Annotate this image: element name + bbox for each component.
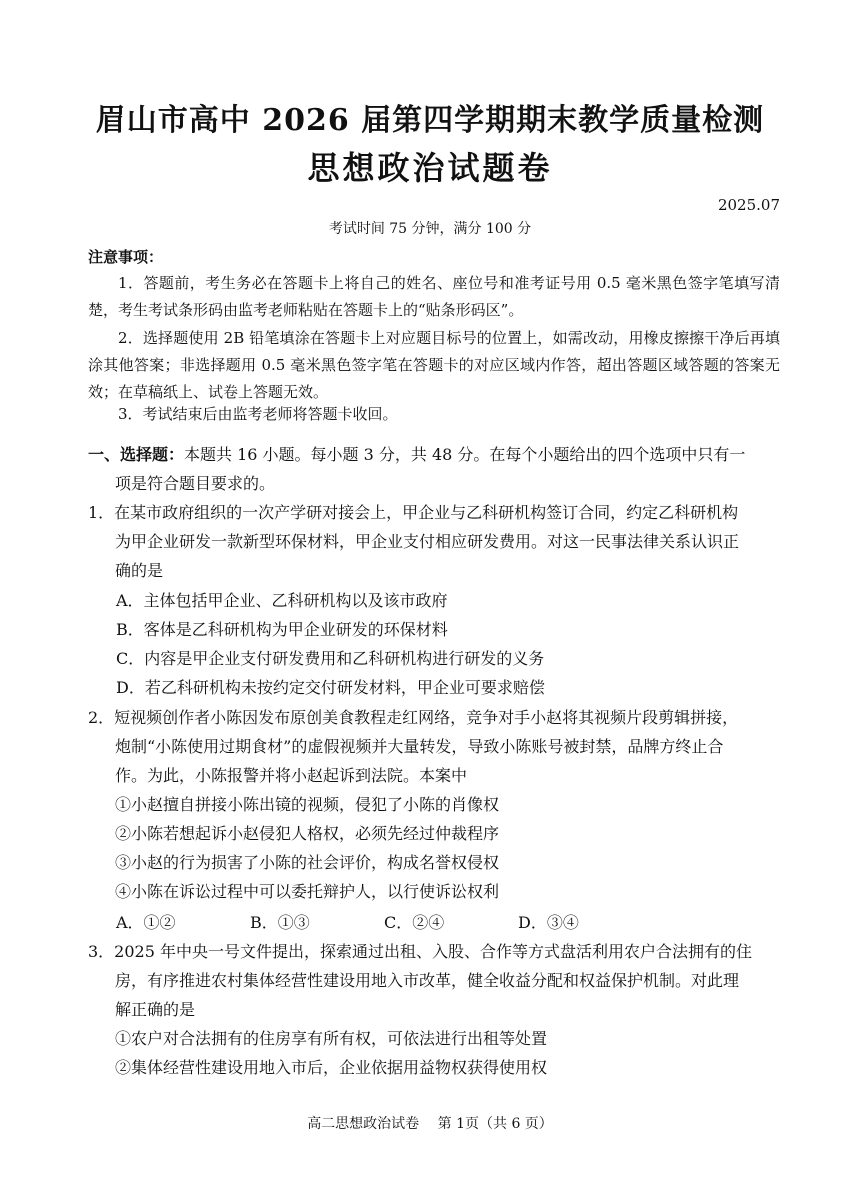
question-1-stem: 1．在某市政府组织的一次产学研对接会上，甲企业与乙科研机构签订合同，约定乙科研机构 [88, 503, 739, 522]
question-1-stem-cont: 为甲企业研发一款新型环保材料，甲企业支付相应研发费用。对这一民事法律关系认识正 [115, 532, 740, 551]
question-3-stem-end: 解正确的是 [115, 1000, 196, 1019]
notice-item-1: 1．答题前，考生务必在答题卡上将自己的姓名、座位号和准考证号用 0.5 毫米黑色签字笔填写清楚，考生考试条形码由监考老师粘贴在答题卡上的“贴条形码区”。 [88, 274, 780, 319]
question-1-option-d: D．若乙科研机构未按约定交付研发材料，甲企业可要求赔偿 [116, 678, 545, 697]
exam-time-info: 考试时间 75 分钟，满分 100 分 [328, 221, 532, 237]
question-2-stem: 2．短视频创作者小陈因发布原创美食教程走红网络，竞争对手小赵将其视频片段剪辑拼接， [88, 708, 739, 727]
section-instructions-cont: 项是符合题目要求的。 [115, 474, 276, 493]
section-heading [88, 440, 745, 469]
exam-date: 2025.07 [717, 196, 780, 214]
question-2-options [116, 908, 676, 937]
question-2-option-c: C．②④ [384, 913, 445, 932]
notice-item-2: 2．选择题使用 2B 铅笔填涂在答题卡上对应题目标号的位置上，如需改动，用橡皮擦擦干净后再填涂其他答案；非选择题用 0.5 毫米黑色签字笔在答题卡的对应区域内作答，超出答题区域答题的答案无效；在草稿纸上、试卷上答题无效。 [88, 329, 780, 401]
question-1-option-c: C．内容是甲企业支付研发费用和乙科研机构进行研发的义务 [116, 649, 545, 668]
question-2-option-d: D．③④ [518, 913, 579, 932]
section-label: 一、选择题： [88, 445, 185, 464]
section-instructions: 本题共 16 小题。每小题 3 分，共 48 分。在每个小题给出的四个选项中只有一 [184, 445, 746, 464]
exam-subtitle: 思想政治试题卷 [307, 149, 553, 187]
question-2-option-a: A．①② [116, 913, 176, 932]
question-3-stem: 3．2025 年中央一号文件提出，探索通过出租、入股、合作等方式盘活利用农户合法拥有的住 [88, 942, 752, 961]
question-2-statement-2: ②小陈若想起诉小赵侵犯人格权，必须先经过仲裁程序 [115, 824, 500, 843]
question-3-statement-2: ②集体经营性建设用地入市后，企业依据用益物权获得使用权 [115, 1058, 548, 1077]
question-2-statement-3: ③小赵的行为损害了小陈的社会评价，构成名誉权侵权 [115, 853, 500, 872]
question-2-statement-4: ④小陈在诉讼过程中可以委托辩护人，以行使诉讼权利 [115, 882, 500, 901]
question-3-stem-cont: 房，有序推进农村集体经营性建设用地入市改革，健全收益分配和权益保护机制。对此理 [115, 971, 740, 990]
notice-title: 注意事项： [88, 248, 164, 266]
question-2-stem-cont: 炮制“小陈使用过期食材”的虚假视频并大量转发，导致小陈账号被封禁，品牌方终止合 [115, 737, 724, 756]
question-1-stem-end: 确的是 [115, 561, 164, 580]
exam-title: 眉山市高中 2026 届第四学期期末教学质量检测 [95, 103, 765, 138]
notice-item-3: 3．考试结束后由监考老师将答题卡收回。 [118, 405, 398, 423]
question-1-option-b: B．客体是乙科研机构为甲企业研发的环保材料 [116, 620, 448, 639]
question-3-statement-1: ①农户对合法拥有的住房享有所有权，可依法进行出租等处置 [115, 1029, 548, 1048]
question-2-statement-1: ①小赵擅自拼接小陈出镜的视频，侵犯了小陈的肖像权 [115, 795, 500, 814]
question-2-stem-end: 作。为此，小陈报警并将小赵起诉到法院。本案中 [115, 766, 468, 785]
question-1-option-a: A．主体包括甲企业、乙科研机构以及该市政府 [116, 591, 448, 610]
question-2-option-b: B．①③ [250, 913, 310, 932]
page-footer: 高二思想政治试卷 第 1页（共 6 页） [307, 1116, 553, 1132]
